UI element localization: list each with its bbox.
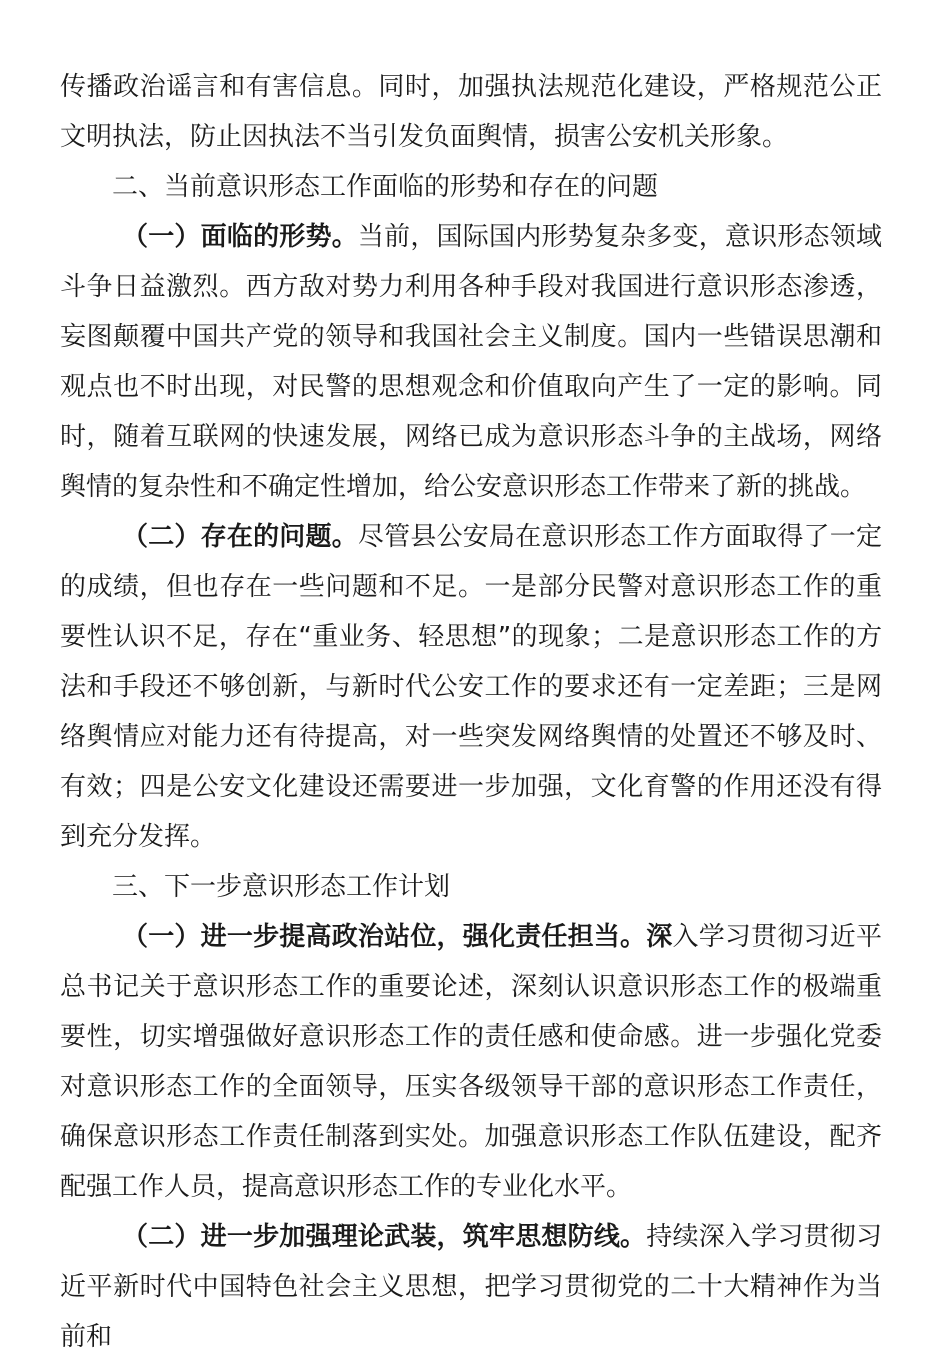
subsection-lead: （二）进一步加强理论武装，筑牢思想防线。 xyxy=(122,1222,647,1252)
document-page xyxy=(60,62,882,1362)
subsection-text: 尽管县公安局在意识形态工作方面取得了一定的成绩，但也存在一些问题和不足。一是部分民警对意识形态工作的重要性认识不足，存在“重业务、轻思想”的现象；二是意识形态工作的方法和手段还不够创新，与新时代公安工作的要求还有一定差距；三是网络舆情应对能力还有待提高，对一些突发网络舆情的处置还不够及时、有效；四是公安文化建设还需要进一步加强，文化育警的作用还没有得到充分发挥。 xyxy=(60,522,882,852)
subsection-lead: （二）存在的问题。 xyxy=(122,522,358,552)
paragraph-subsection xyxy=(60,512,882,862)
paragraph-subsection xyxy=(60,212,882,512)
subsection-lead: （一）面临的形势。 xyxy=(122,222,358,252)
section-heading: 三、下一步意识形态工作计划 xyxy=(112,872,451,902)
paragraph-subsection xyxy=(60,912,882,1212)
subsection-lead: （一）进一步提高政治站位，强化责任担当。深 xyxy=(122,922,673,952)
subsection-text: 持续深入学习贯彻习近平新时代中国特色社会主义思想，把学习贯彻党的二十大精神作为当前和 xyxy=(60,1222,882,1352)
section-heading: 二、当前意识形态工作面临的形势和存在的问题 xyxy=(112,172,659,202)
paragraph-subsection xyxy=(60,1212,882,1362)
subsection-text: 当前，国际国内形势复杂多变，意识形态领域斗争日益激烈。西方敌对势力利用各种手段对我国进行意识形态渗透，妄图颠覆中国共产党的领导和我国社会主义制度。国内一些错误思潮和观点也不时出现，对民警的思想观念和价值取向产生了一定的影响。同时，随着互联网的快速发展，网络已成为意识形态斗争的主战场，网络舆情的复杂性和不确定性增加，给公安意识形态工作带来了新的挑战。 xyxy=(60,222,882,502)
subsection-text: 入学习贯彻习近平总书记关于意识形态工作的重要论述，深刻认识意识形态工作的极端重要性，切实增强做好意识形态工作的责任感和使命感。进一步强化党委对意识形态工作的全面领导，压实各级领导干部的意识形态工作责任，确保意识形态工作责任制落到实处。加强意识形态工作队伍建设，配齐配强工作人员，提高意识形态工作的专业化水平。 xyxy=(60,922,882,1202)
paragraph-body: 传播政治谣言和有害信息。同时，加强执法规范化建设，严格规范公正文明执法，防止因执法不当引发负面舆情，损害公安机关形象。 xyxy=(60,72,882,152)
